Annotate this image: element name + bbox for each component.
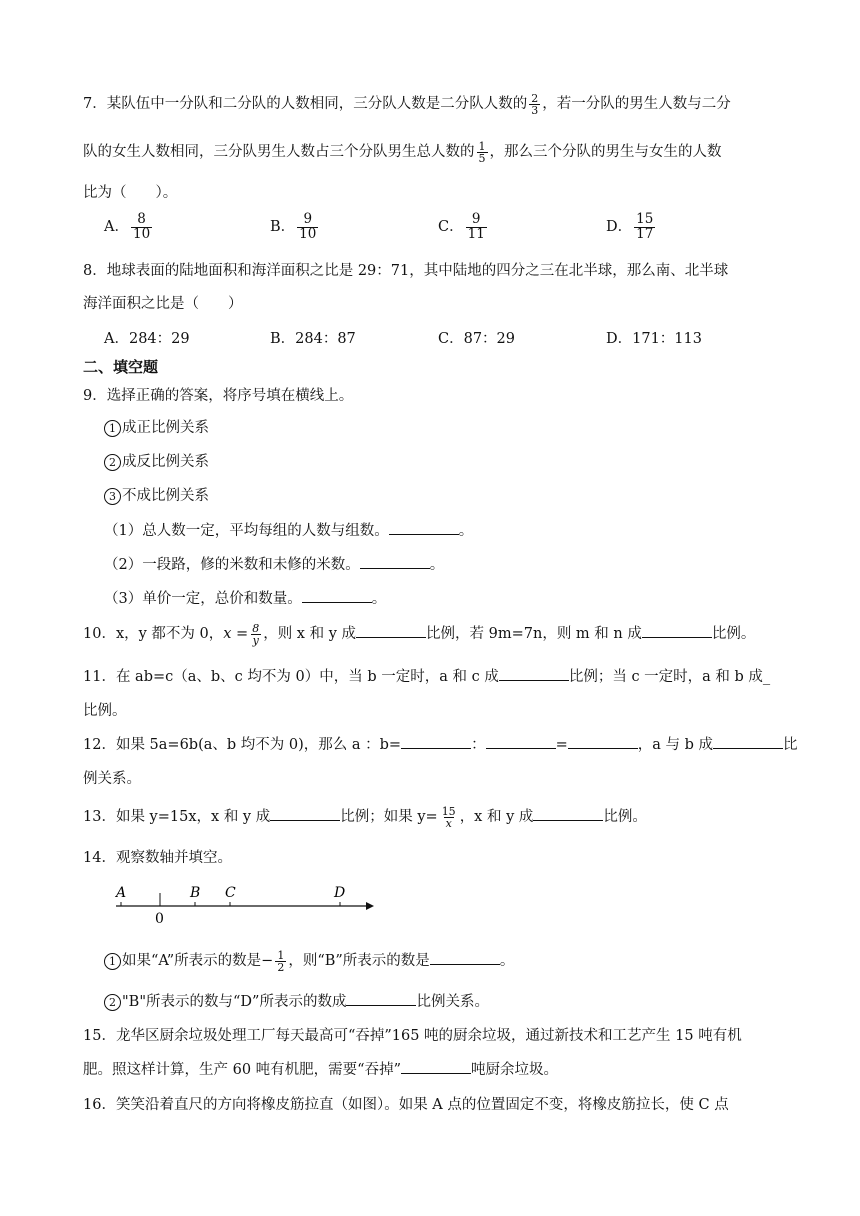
circled-number: 1 [104, 953, 121, 970]
q9-line1: 9．选择正确的答案，将序号填在横线上。 [83, 388, 354, 404]
answer-blank[interactable] [302, 588, 372, 603]
q8-line1: 8．地球表面的陆地面积和海洋面积之比是 29：71，其中陆地的四分之三在北半球，那么南、北半球 [83, 263, 729, 279]
q8-option-a[interactable]: A．284：29 [104, 331, 190, 347]
q9-sub1: （1）总人数一定，平均每组的人数与组数。 。 [104, 519, 473, 540]
q7-line3: 比为（ ）。 [83, 185, 178, 201]
q8-option-b[interactable]: B．284：87 [270, 331, 356, 347]
section-heading: 二、填空题 [83, 358, 159, 376]
fraction-one-fifth: $\frac{1}{5}$ [478, 139, 486, 165]
answer-blank[interactable] [270, 806, 340, 821]
axis-label-zero: 0 [155, 911, 164, 927]
axis-label-c: C [225, 885, 236, 901]
q12-line2: 例关系。 [83, 771, 141, 787]
q12-line1: 12．如果 5a=6b(a、b 均不为 0)，那么 a ：b= ： = ，a 与 b 成 比 [83, 733, 798, 754]
q11-line2: 比例。 [83, 703, 127, 719]
q11-line1: 11．在 ab=c（a、b、c 均不为 0）中，当 b 一定时，a 和 c 成 比例；当 c 一定时，a 和 b 成_ [83, 665, 770, 686]
q9-choice-2: 2 成反比例关系 [104, 450, 209, 471]
q9-choice-3: 3 不成比例关系 [104, 484, 209, 505]
q15-line2: 肥。照这样计算，生产 60 吨有机肥，需要“吞掉” 吨厨余垃圾。 [83, 1058, 558, 1079]
axis-label-a: A [116, 885, 127, 901]
q13-line: 13．如果 y=15x，x 和 y 成 比例；如果 y= $\frac{15}{x}$ ，x 和 y 成 比例。 [83, 804, 647, 830]
circled-number: 1 [104, 420, 121, 437]
q15-line1: 15．龙华区厨余垃圾处理工厂每天最高可“吞掉”165 吨的厨余垃圾，通过新技术和工艺产生 15 吨有机 [83, 1028, 742, 1044]
answer-blank[interactable] [356, 623, 426, 638]
q8-line2: 海洋面积之比是（ ） [83, 296, 243, 312]
answer-blank[interactable] [389, 520, 459, 535]
q9-sub2: （2）一段路，修的米数和未修的米数。 。 [104, 553, 444, 574]
q14-sub2: 2 "B"所表示的数与“D”所表示的数成 比例关系。 [104, 990, 489, 1011]
answer-blank[interactable] [430, 950, 500, 965]
q7-option-a[interactable]: A． $\frac{8}{10}$ [104, 211, 151, 242]
q14-line1: 14．观察数轴并填空。 [83, 850, 232, 866]
answer-blank[interactable] [401, 1059, 471, 1074]
answer-blank[interactable] [568, 734, 638, 749]
axis-arrow-icon [366, 902, 374, 910]
q7-line1: 7．某队伍中一分队和二分队的人数相同，三分队人数是二分队人数的 $\frac{2}{3}$ ，若一分队的男生人数与二分 [83, 91, 731, 117]
q7-option-c[interactable]: C． $\frac{9}{11}$ [438, 211, 485, 242]
q7-line2: 队的女生人数相同，三分队男生人数占三个分队男生总人数的 $\frac{1}{5}$ ，那么三个分队的男生与女生的人数 [83, 139, 722, 165]
axis-label-b: B [190, 885, 201, 901]
circled-number: 2 [104, 994, 121, 1011]
q8-option-d[interactable]: D．171：113 [606, 331, 702, 347]
answer-blank[interactable] [642, 623, 712, 638]
circled-number: 2 [104, 454, 121, 471]
fraction-two-thirds: $\frac{2}{3}$ [531, 91, 539, 117]
q10-line: 10．x，y 都不为 0，x = $\frac{8}{y}$ ，则 x 和 y 成 比例，若 9m=7n，则 m 和 n 成 比例。 [83, 621, 756, 647]
answer-blank[interactable] [713, 734, 783, 749]
q8-option-c[interactable]: C．87：29 [438, 331, 515, 347]
q7-option-b[interactable]: B． $\frac{9}{10}$ [270, 211, 317, 242]
q9-choice-1: 1 成正比例关系 [104, 416, 209, 437]
answer-blank[interactable] [486, 734, 556, 749]
axis-label-d: D [334, 885, 346, 901]
q16-line1: 16．笑笑沿着直尺的方向将橡皮筋拉直（如图）。如果 A 点的位置固定不变，将橡皮筋拉长，使 C 点 [83, 1097, 729, 1113]
circled-number: 3 [104, 488, 121, 505]
answer-blank[interactable] [499, 666, 569, 681]
number-line [104, 876, 384, 928]
answer-blank[interactable] [360, 554, 430, 569]
answer-blank[interactable] [401, 734, 471, 749]
q14-sub1: 1 如果“A”所表示的数是− $\frac{1}{2}$ ，则“B”所表示的数是 。 [104, 949, 514, 973]
answer-blank[interactable] [346, 991, 416, 1006]
q7-option-d[interactable]: D． $\frac{15}{17}$ [606, 211, 654, 242]
q9-sub3: （3）单价一定，总价和数量。 。 [104, 587, 386, 608]
answer-blank[interactable] [533, 806, 603, 821]
